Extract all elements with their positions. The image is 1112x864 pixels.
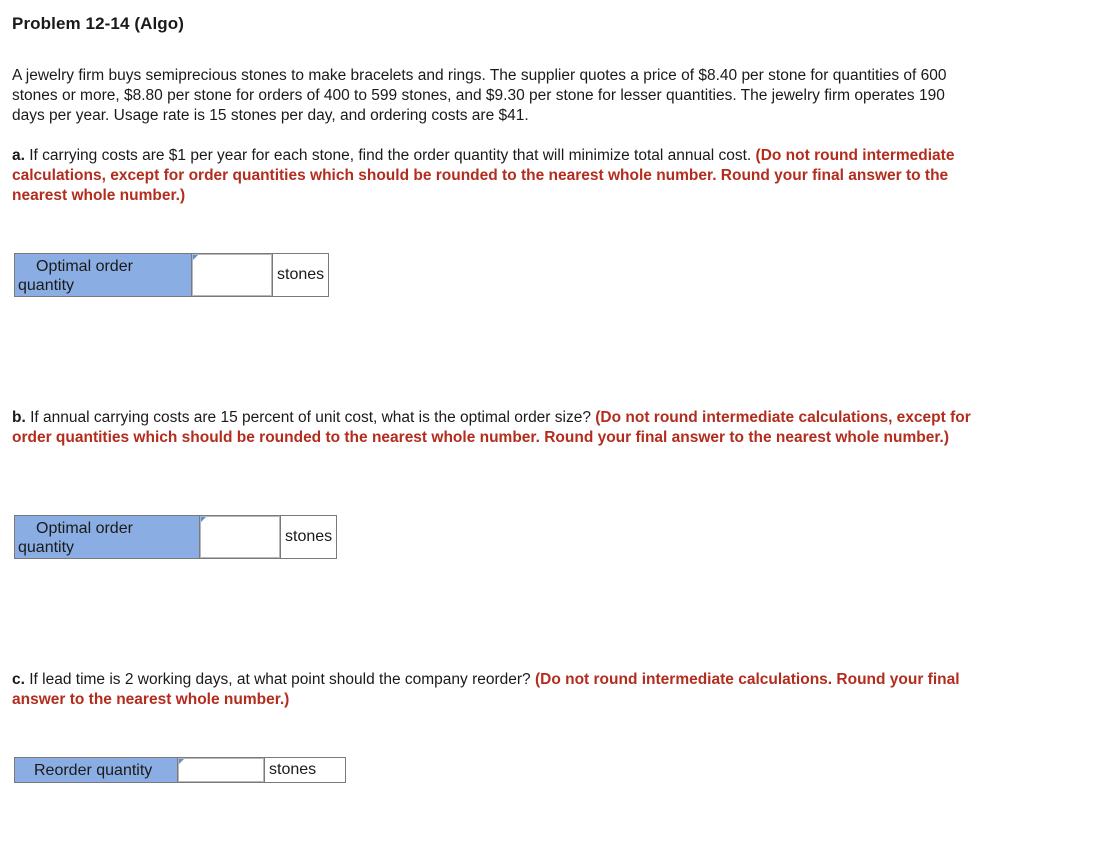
input-corner-marker-icon [201,517,206,522]
part-b-input-cell [200,516,281,559]
page-title: Problem 12-14 (Algo) [12,14,185,33]
part-a-unit: stones [273,254,329,297]
part-c-prefix: c. [12,671,25,688]
part-a-label-line1: Optimal order [36,257,133,275]
part-c-answer-label: Reorder quantity [15,758,178,783]
part-b-question-text: If annual carrying costs are 15 percent of unit cost, what is the optimal order size? [25,409,596,426]
part-b-instruction: (Do not round intermediate calculations, except for order quantities which should be rounded to the nearest whole number. Round your final answer to the nearest whole number.) [12,409,971,446]
part-a-input-cell [192,254,273,297]
part-a-answer-label [15,254,192,297]
part-a-optimal-order-input[interactable] [192,254,272,296]
part-c-input-cell [178,758,265,783]
input-corner-marker-icon [193,255,198,260]
part-b-label-line1: Optimal order [36,519,133,537]
part-a-instruction: (Do not round intermediate calculations, except for order quantities which should be rounded to the nearest whole number. Round your final answer to the nearest whole number.) [12,147,955,204]
part-b-prefix: b. [12,409,26,426]
part-a-prefix: a. [12,147,25,164]
part-b-label-line2: quantity [18,538,75,556]
part-b-question [12,408,972,448]
part-b-unit: stones [281,516,337,559]
part-a-label-line2: quantity [18,276,75,294]
part-a-question [12,146,972,206]
input-corner-marker-icon [179,759,184,764]
part-b-answer-table [14,515,337,559]
part-c-answer-table [14,757,346,783]
part-a-answer-table [14,253,329,297]
part-a-question-text: If carrying costs are $1 per year for each stone, find the order quantity that will minimize total annual cost. [24,147,756,164]
part-c-unit: stones [265,758,346,783]
part-c-instruction: (Do not round intermediate calculations. Round your final answer to the nearest whole number.) [12,671,960,708]
part-c-reorder-input[interactable] [178,758,264,782]
problem-statement: A jewelry firm buys semiprecious stones to make bracelets and rings. The supplier quotes a price of $8.40 per stone for quantities of 600 stones or more, $8.80 per stone for orders of 400 to 599 stones, and $9.30 per stone for lesser quantities. The jewelry firm operates 190 days per year. Usage rate is 15 stones per day, and ordering costs are $41. [12,67,947,124]
part-b-answer-label [15,516,200,559]
part-c-question-text: If lead time is 2 working days, at what point should the company reorder? [24,671,535,688]
part-c-question [12,670,972,710]
part-b-optimal-order-input[interactable] [200,516,280,558]
